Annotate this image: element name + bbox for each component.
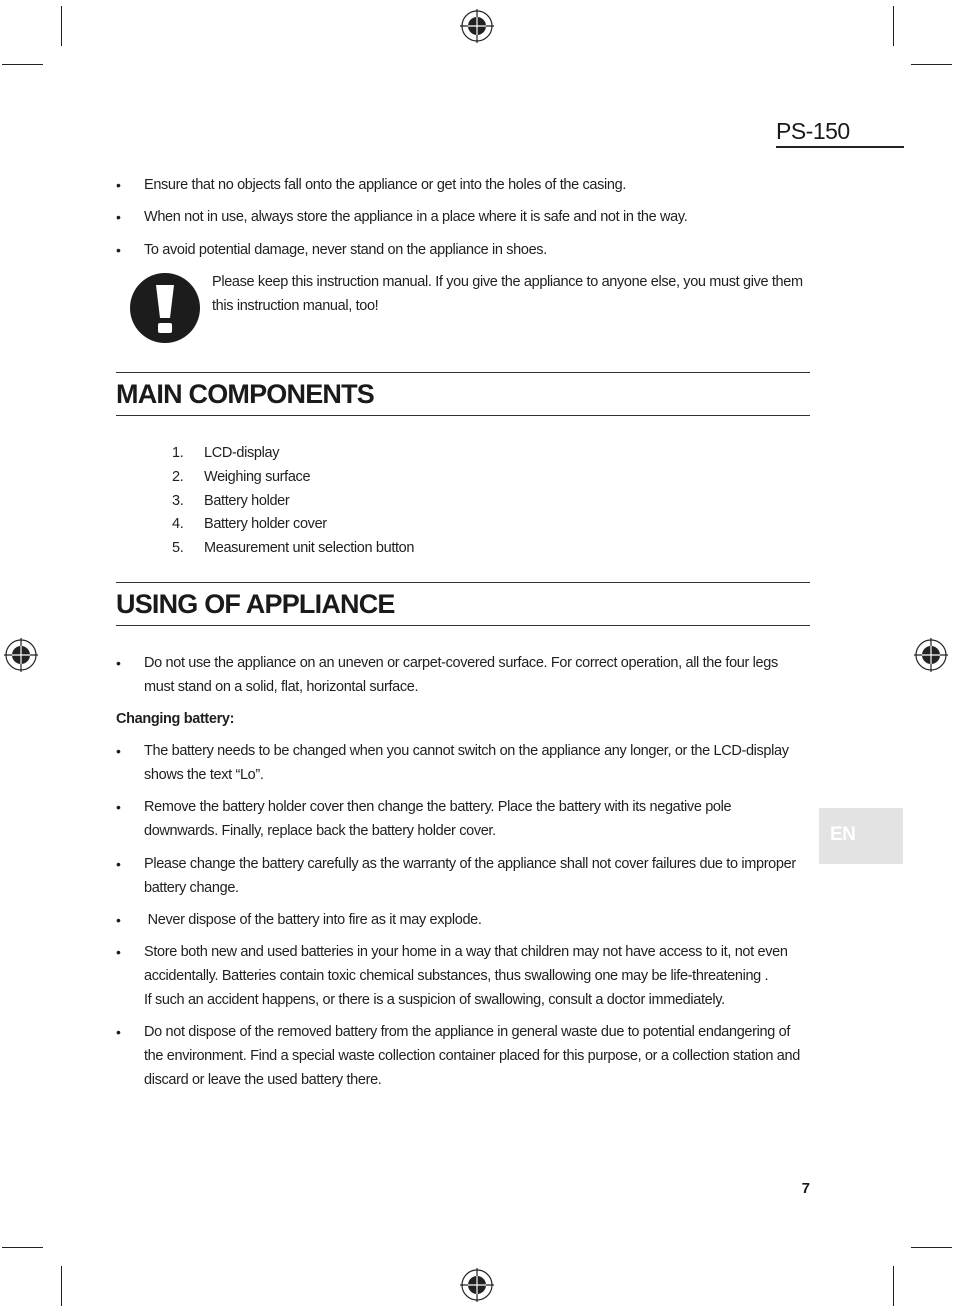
crop-mark <box>61 1266 62 1306</box>
list-item <box>116 795 806 843</box>
list-item <box>172 489 572 513</box>
list-item-continuation <box>116 988 806 1012</box>
item-label: LCD-display <box>204 445 280 461</box>
bullet-text: Please change the battery carefully as the warranty of the appliance shall not cover failures due to improper battery change. <box>144 856 796 896</box>
item-number: 2. <box>172 469 184 485</box>
section-heading-using <box>116 582 810 626</box>
registration-mark-icon <box>4 638 38 672</box>
warning-text: Please keep this instruction manual. If you give the appliance to anyone else, you must give them this instruction manual, too! <box>212 274 803 314</box>
section-title: USING OF APPLIANCE <box>116 589 395 619</box>
bullet-icon: • <box>116 912 121 928</box>
crop-mark <box>2 64 43 65</box>
item-number: 3. <box>172 493 184 509</box>
item-label: Measurement unit selection button <box>204 540 415 556</box>
registration-mark-icon <box>914 638 948 672</box>
bullet-text: Do not dispose of the removed battery from the appliance in general waste due to potential endangering of the environment. Find a special waste collection container placed for this purpose, or a collection station and discard or leave the used battery there. <box>144 1024 800 1088</box>
bullet-icon: • <box>116 743 121 759</box>
list-item <box>172 536 572 560</box>
list-item <box>172 512 572 536</box>
section-title: MAIN COMPONENTS <box>116 379 375 409</box>
bullet-text: To avoid potential damage, never stand on the appliance in shoes. <box>144 242 547 258</box>
bullet-icon: • <box>116 655 121 671</box>
list-item <box>116 739 806 787</box>
item-label: Battery holder cover <box>204 516 327 532</box>
crop-mark <box>911 1247 952 1248</box>
bullet-icon: • <box>116 799 121 815</box>
crop-mark <box>911 64 952 65</box>
language-label: EN <box>830 824 856 845</box>
crop-mark <box>61 6 62 46</box>
model-name: PS-150 <box>776 116 904 148</box>
exclamation-icon <box>129 272 201 344</box>
item-label: Battery holder <box>204 493 290 509</box>
list-item <box>172 465 572 489</box>
bullet-text: When not in use, always store the appliance in a place where it is safe and not in the way. <box>144 209 688 225</box>
item-number: 4. <box>172 516 184 532</box>
registration-mark-icon <box>460 1268 494 1302</box>
bullet-text: If such an accident happens, or there is a suspicion of swallowing, consult a doctor immediately. <box>144 992 725 1008</box>
crop-mark <box>893 6 894 46</box>
bullet-icon: • <box>116 209 121 225</box>
bullet-text: The battery needs to be changed when you cannot switch on the appliance any longer, or the LCD-display shows the text “Lo”. <box>144 743 789 783</box>
bullet-icon: • <box>116 242 121 258</box>
list-item <box>116 852 806 900</box>
list-item <box>116 173 806 197</box>
list-item <box>116 908 806 932</box>
bullet-icon: • <box>116 944 121 960</box>
bullet-text: Store both new and used batteries in your home in a way that children may not have access to it, not even accidentally. Batteries contain toxic chemical substances, thus swallowing one may be life-threatening . <box>144 944 788 984</box>
bullet-icon: • <box>116 177 121 193</box>
section-heading-main-components <box>116 372 810 416</box>
item-number: 5. <box>172 540 184 556</box>
language-tab <box>819 808 903 864</box>
bullet-icon: • <box>116 856 121 872</box>
bullet-text: Do not use the appliance on an uneven or carpet-covered surface. For correct operation, all the four legs must stand on a solid, flat, horizontal surface. <box>144 655 778 695</box>
list-item <box>116 1020 806 1092</box>
crop-mark <box>893 1266 894 1306</box>
subheading: Changing battery: <box>116 711 235 727</box>
item-label: Weighing surface <box>204 469 311 485</box>
crop-mark <box>2 1247 43 1248</box>
item-number: 1. <box>172 445 184 461</box>
bullet-text: Ensure that no objects fall onto the appliance or get into the holes of the casing. <box>144 177 627 193</box>
list-item <box>116 205 806 229</box>
bullet-icon: • <box>116 1024 121 1040</box>
list-item <box>116 651 806 699</box>
list-item <box>116 238 806 262</box>
list-item <box>172 441 572 465</box>
bullet-text: Never dispose of the battery into fire as it may explode. <box>144 912 482 928</box>
bullet-text: Remove the battery holder cover then change the battery. Place the battery with its negative pole downwards. Finally, replace back the battery holder cover. <box>144 799 732 839</box>
page-number: 7 <box>801 1180 810 1197</box>
registration-mark-icon <box>460 9 494 43</box>
